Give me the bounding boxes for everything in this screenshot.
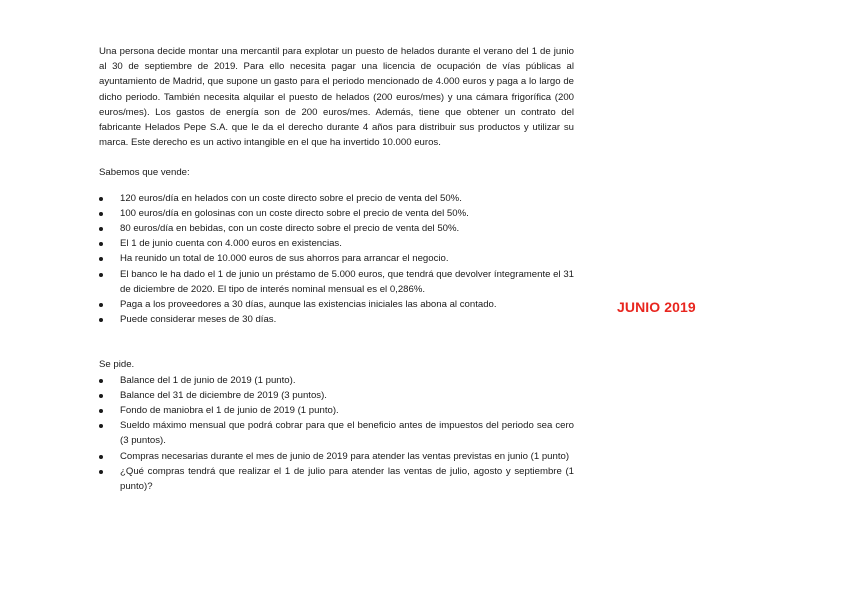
list-item: ¿Qué compras tendrá que realizar el 1 de julio para atender las ventas de julio, agosto y septiembre (1 punto)? (99, 464, 574, 494)
list-item: El 1 de junio cuenta con 4.000 euros en existencias. (99, 236, 574, 251)
bullet-icon (99, 394, 103, 398)
bullet-icon (99, 197, 103, 201)
bullet-icon (99, 212, 103, 216)
bullet-icon (99, 273, 103, 277)
bullet-icon (99, 470, 103, 474)
bullet-icon (99, 303, 103, 307)
bullet-icon (99, 379, 103, 383)
list-item: Ha reunido un total de 10.000 euros de sus ahorros para arrancar el negocio. (99, 251, 574, 266)
se-pide-list (99, 373, 574, 495)
list-item: Balance del 31 de diciembre de 2019 (3 puntos). (99, 388, 574, 403)
list-item: 80 euros/día en bebidas, con un coste directo sobre el precio de venta del 50%. (99, 221, 574, 236)
bullet-icon (99, 257, 103, 261)
list-item: El banco le ha dado el 1 de junio un préstamo de 5.000 euros, que tendrá que devolver íntegramente el 31 de diciembre de 2020. El tipo de interés nominal mensual es el 0,286%. (99, 267, 574, 297)
bullet-icon (99, 455, 103, 459)
bullet-icon (99, 409, 103, 413)
date-stamp: JUNIO 2019 (617, 299, 696, 315)
list-item: Fondo de maniobra el 1 de junio de 2019 (1 punto). (99, 403, 574, 418)
list-item: Compras necesarias durante el mes de junio de 2019 para atender las ventas previstas en junio (1 punto) (99, 449, 574, 464)
sabemos-list (99, 191, 574, 328)
list-item: Sueldo máximo mensual que podrá cobrar para que el beneficio antes de impuestos del periodo sea cero (3 puntos). (99, 418, 574, 448)
document-body (99, 44, 574, 494)
sabemos-label: Sabemos que vende: (99, 167, 190, 179)
bullet-icon (99, 242, 103, 246)
bullet-icon (99, 318, 103, 322)
bullet-icon (99, 424, 103, 428)
list-item: Paga a los proveedores a 30 días, aunque las existencias iniciales las abona al contado. (99, 297, 574, 312)
list-item: 100 euros/día en golosinas con un coste directo sobre el precio de venta del 50%. (99, 206, 574, 221)
intro-paragraph: Una persona decide montar una mercantil para explotar un puesto de helados durante el verano del 1 de junio al 30 de septiembre de 2019. Para ello necesita pagar una licencia de ocupación de vías públicas al ayuntamiento de Madrid, que supone un gasto para el periodo mencionado de 4.000 euros y paga a lo largo de dicho periodo. También necesita alquilar el puesto de helados (200 euros/mes) y una cámara frigorífica (200 euros/mes). Los gastos de energía son de 200 euros/mes. Además, tiene que obtener un contrato del fabricante Helados Pepe S.A. que le da el derecho durante 4 años para distribuir sus productos y utilizar su marca. Este derecho es un activo intangible en el que ha invertido 10.000 euros. (99, 46, 574, 149)
list-item: 120 euros/día en helados con un coste directo sobre el precio de venta del 50%. (99, 191, 574, 206)
list-item: Puede considerar meses de 30 días. (99, 312, 574, 327)
se-pide-label: Se pide. (99, 359, 135, 371)
bullet-icon (99, 227, 103, 231)
list-item: Balance del 1 de junio de 2019 (1 punto). (99, 373, 574, 388)
